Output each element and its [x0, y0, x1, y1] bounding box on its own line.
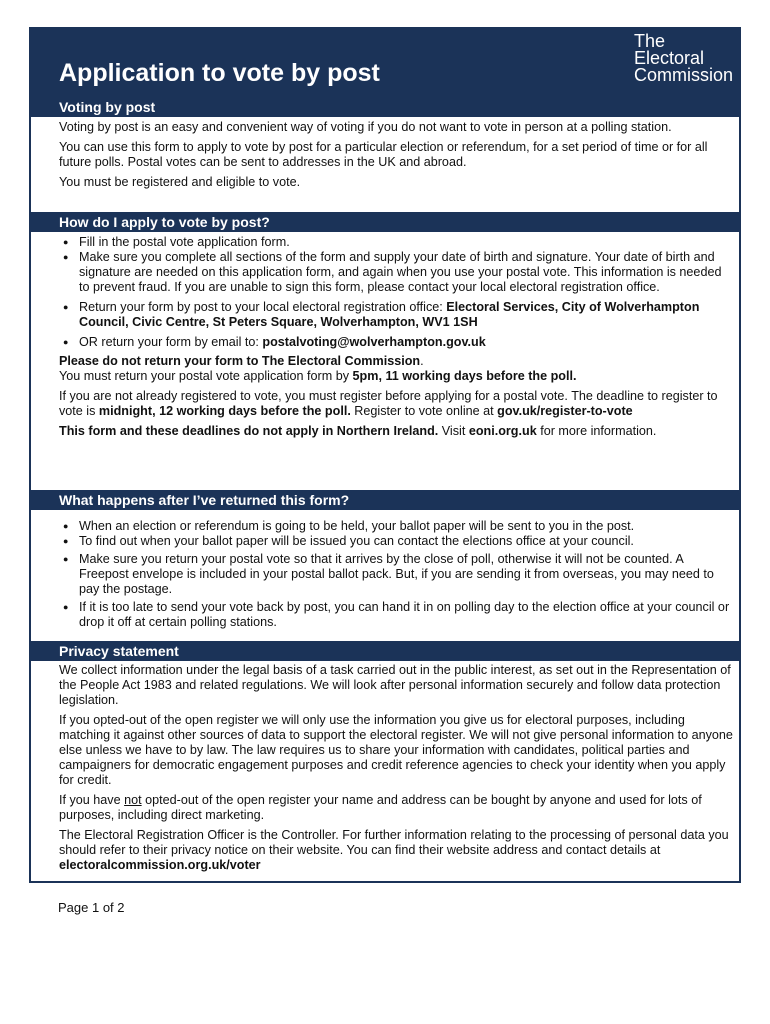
section-heading-voting: Voting by post	[31, 97, 739, 117]
eoni-link: eoni.org.uk	[468, 424, 537, 438]
section-heading-after: What happens after I’ve returned this form?	[31, 490, 739, 510]
after-list	[59, 519, 735, 630]
postal-vote-email: postalvoting@wolverhampton.gov.uk	[262, 335, 486, 349]
ni-text-1: Visit	[438, 424, 469, 438]
header-bar	[31, 29, 739, 97]
register-deadline: midnight, 12 working days before the poll.	[98, 404, 351, 418]
register-text-2: Register to vote online at	[350, 404, 498, 418]
deadline-text: You must return your postal vote application form by	[59, 369, 353, 383]
privacy-paragraph-1: We collect information under the legal basis of a task carried out in the public interest, as set out in the Representation of the People Act 1983 and related regulations. We will look after personal information securely and follow data protection legislation.	[59, 663, 731, 707]
apply-item-3-text: Return your form by post to your local electoral registration office:	[79, 300, 447, 314]
deadline-line	[59, 369, 735, 384]
page-number: Page 1 of 2	[58, 900, 125, 915]
ni-text-2: for more information.	[536, 424, 657, 438]
after-item-1: ● When an election or referendum is going to be held, your ballot paper will be sent to you in the post.	[59, 519, 735, 534]
section-voting-content	[59, 120, 735, 195]
privacy-paragraph-4	[59, 828, 735, 873]
voting-paragraph-1: Voting by post is an easy and convenient way of voting if you do not want to vote in person at a polling station.	[59, 120, 672, 134]
section-heading-privacy: Privacy statement	[31, 641, 739, 661]
do-not-return-notice: Please do not return your form to The Electoral Commission	[59, 354, 421, 368]
after-item-2: ● To find out when your ballot paper will be issued you can contact the elections office at your council.	[59, 534, 735, 549]
privacy-paragraph-2: If you opted-out of the open register we will only use the information you give us for electoral purposes, including matching it against other sources of data to support the electoral register. We will not give personal information to anyone else unless we have to by law. The law requires us to share your information with candidates, political parties and campaigners for democratic engagement purposes and credit reference agencies to check your identity when you apply for credit.	[59, 713, 733, 787]
deadline-bold: 5pm, 11 working days before the poll.	[352, 369, 577, 383]
notice-end: .	[420, 354, 424, 368]
section-after-content	[59, 519, 735, 630]
apply-list	[59, 235, 735, 350]
privacy-paragraph-3	[59, 793, 735, 823]
section-apply-content	[59, 235, 735, 444]
after-item-4: ● If it is too late to send your vote back by post, you can hand it in on polling day to the election office at your council or drop it off at certain polling stations.	[59, 600, 735, 630]
logo-line-3: Commission	[633, 65, 733, 85]
section-heading-apply: How do I apply to vote by post?	[31, 212, 739, 232]
section-privacy-content	[59, 663, 735, 878]
apply-item-4-text: OR return your form by email to:	[79, 335, 263, 349]
voting-paragraph-2: You can use this form to apply to vote by post for a particular election or referendum, for a set period of time or for all future polls. Postal votes can be sent to addresses in the UK and abroad.	[59, 140, 708, 169]
notice-line	[59, 354, 735, 369]
electoral-commission-logo	[634, 33, 733, 84]
privacy-p3-a: If you have	[59, 793, 125, 807]
logo-line-2: Electoral	[633, 48, 704, 68]
apply-item-3	[59, 300, 735, 330]
register-text-1: If you are not already registered to vote, you must register before applying for a postal vote. The deadline to register to vote is	[59, 389, 718, 418]
after-item-3: ● Make sure you return your postal vote so that it arrives by the close of poll, otherwise it will not be counted. A Freepost envelope is included in your postal ballot pack. But, if you are sending it from overseas, you may need to pay the postage.	[59, 552, 735, 597]
page-title: Application to vote by post	[59, 59, 380, 87]
register-paragraph	[59, 389, 735, 419]
apply-item-2: ● Make sure you complete all sections of the form and supply your date of birth and signature. Your date of birth and signature are needed on this application form, and again when you use your postal vote. This information is needed to prevent fraud. If you are unable to sign this form, please contact your local electoral registration office.	[59, 250, 735, 295]
privacy-p3-b: opted-out of the open register your name and address can be bought by anyone and used for lots of purposes, including direct marketing.	[59, 793, 702, 822]
register-link: gov.uk/register-to-vote	[497, 404, 633, 418]
ni-notice: This form and these deadlines do not apply in Northern Ireland.	[59, 424, 439, 438]
privacy-p3-not: not	[124, 793, 142, 807]
voting-paragraph-3: You must be registered and eligible to vote.	[59, 175, 301, 189]
logo-line-1: The	[633, 31, 665, 51]
voter-link: electoralcommission.org.uk/voter	[59, 858, 261, 872]
apply-item-4	[59, 335, 735, 350]
privacy-p4-text: The Electoral Registration Officer is the Controller. For further information relating to the processing of personal data you should refer to their privacy notice on their website. You can find their website address and contact details at	[59, 828, 729, 857]
form-frame	[29, 27, 741, 883]
apply-item-1: ● Fill in the postal vote application form.	[59, 235, 735, 250]
electoral-services-address: Electoral Services, City of Wolverhampton Council, Civic Centre, St Peters Square, Wolverhampton, WV1 1SH	[79, 300, 700, 329]
ni-paragraph	[59, 424, 735, 439]
